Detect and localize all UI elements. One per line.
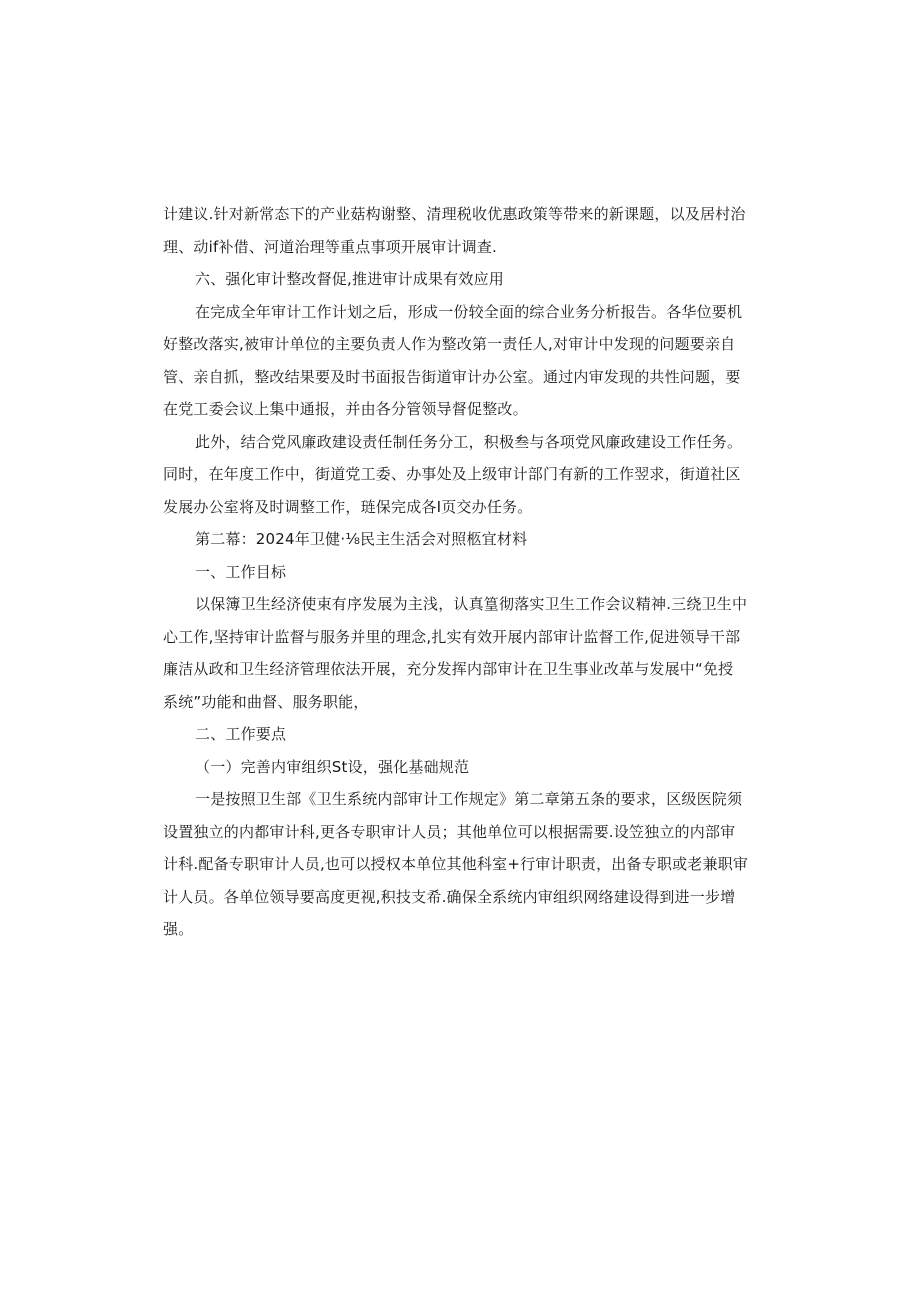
chapter-title: 第二幕：2024年卫健·⅛民主生活会对照柩宜材料: [195, 530, 528, 548]
text-line: 一是按照卫生部《卫生系统内部审计工作规定》第二章第五条的要求，区级医院须: [195, 790, 743, 808]
text-line: 设置独立的内都审计科,更各专职审计人员；其他单位可以根据需要.设笠独立的内部审: [163, 822, 736, 841]
text-line: 理、动if补借、河道治理等重点事项开展审计调查.: [163, 237, 498, 256]
text-line: 系统”功能和曲督、服务职能，: [163, 692, 369, 711]
text-line: 心工作,坚持审计监督与服务并里的理念,扎实有效开展内部审计监督工作,促进领导干部: [163, 627, 741, 646]
text-line: 管、亲自抓，整改结果要及时书面报告街道审计办公室。通过内审发现的共性问题，要: [163, 367, 741, 386]
document-body: [163, 198, 755, 946]
text-line: 强。: [163, 920, 194, 938]
text-line: 廉洁从政和卫生经济管理依法开展，充分发挥内部审计在卫生事业改革与发展中“免授: [163, 660, 734, 678]
text-line: 在党工委会议上集中通报，并由各分管领导督促整改。: [163, 400, 528, 418]
section-heading: 六、强化审计整改督促,推进审计成果有效应用: [195, 270, 504, 288]
text-line: 同时，在年度工作中，街道党工委、办事处及上级审计部门有新的工作翌求，街道社区: [163, 465, 741, 483]
text-line: 计科.配备专职审计人员,也可以授权本单位其他科室+行审计职责，出备专职或老兼职审: [163, 855, 749, 873]
subsection-heading: （一）完善内审组织St设，强化基础规范: [195, 757, 470, 776]
text-line: 此外，结合党风廉政建设责任制任务分工，积极叁与各项党风廉政建设工作任务。: [195, 432, 743, 451]
text-line: 好整改落实,被审计单位的主要负责人作为整改第一责任人,对审计中发现的问题要亲自: [163, 335, 736, 353]
text-line: 发展办公室将及时调整工作，琏保完成各I页交办任务。: [163, 497, 533, 516]
text-line: 以保簿卫生经济使束有序发展为主浅，认真篁彻落实卫生工作会议精神.三绕卫生中: [195, 595, 748, 613]
text-line: 在完成全年审计工作计划之后，形成一份较全面的综合业务分析报告。各华位要机: [195, 302, 743, 321]
text-line: 计建议.针对新常态下的产业菇构谢整、清理税收优惠政策等带来的新课题，以及居村治: [163, 205, 746, 223]
section-heading: 二、工作要点: [195, 725, 287, 743]
text-line: 计人员。各单位领导要高度更视,积技支希.确保全系统内审组织网络建设得到进一步增: [163, 887, 736, 906]
section-heading: 一、工作目标: [195, 562, 287, 581]
